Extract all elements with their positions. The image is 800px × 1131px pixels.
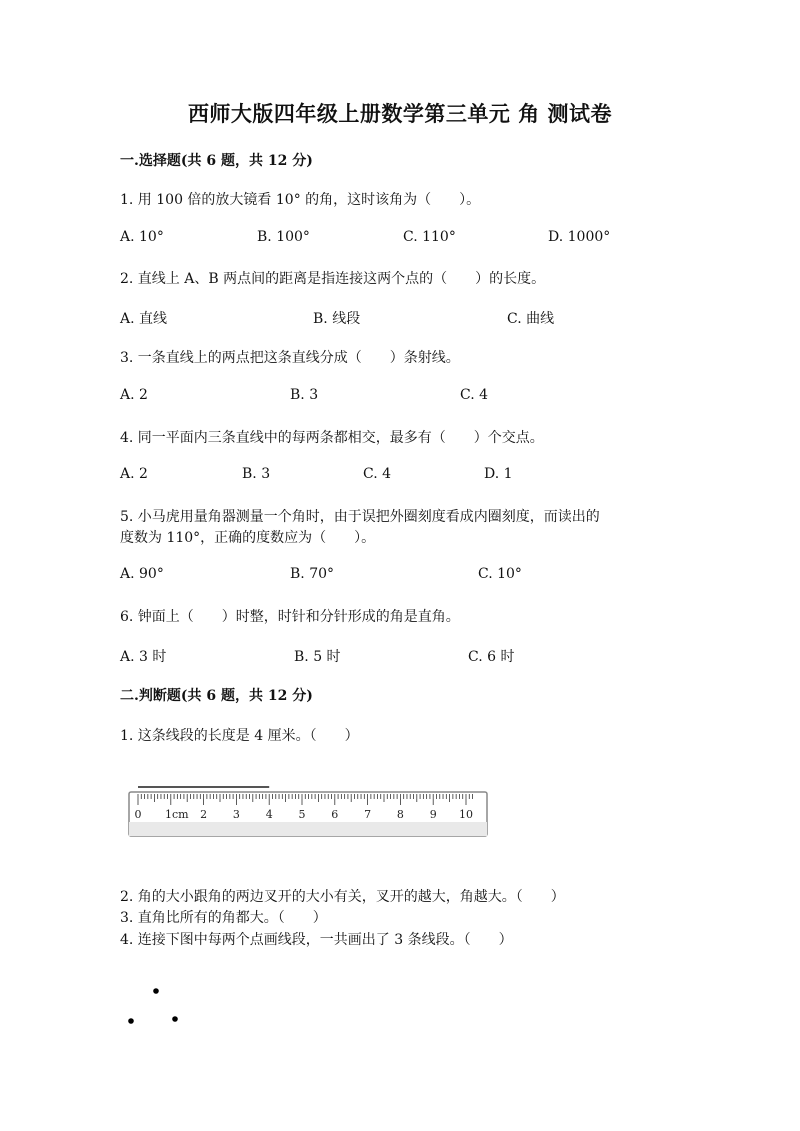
ruler-label: 9 [429, 808, 437, 821]
option-1-4-d: D. 1 [484, 466, 513, 482]
question-2-4: 4. 连接下图中每两个点画线段，一共画出了 3 条线段。（ ） [120, 932, 513, 948]
ruler-bottom-strip [129, 822, 487, 836]
option-1-1-b: B. 100° [257, 229, 310, 245]
question-2-3: 3. 直角比所有的角都大。（ ） [120, 910, 327, 926]
ruler-label: 4 [265, 808, 273, 821]
ruler-label: 5 [298, 808, 306, 821]
question-1-2: 2. 直线上 A、B 两点间的距离是指连接这两个点的（ ）的长度。 [120, 271, 546, 287]
option-1-4-b: B. 3 [242, 466, 271, 482]
option-1-5-a: A. 90° [120, 566, 164, 582]
option-1-1-c: C. 110° [403, 229, 456, 245]
option-1-3-a: A. 2 [120, 387, 148, 403]
option-1-1-a: A. 10° [120, 229, 164, 245]
option-1-2-b: B. 线段 [313, 311, 361, 327]
option-1-3-b: B. 3 [290, 387, 319, 403]
option-1-2-a: A. 直线 [120, 311, 168, 327]
ruler-label: 3 [232, 808, 240, 821]
point-top [153, 988, 159, 994]
option-1-2-c: C. 曲线 [507, 311, 555, 327]
ruler-label: 10 [459, 808, 473, 821]
section-2-heading: 二.判断题(共 6 题，共 12 分) [120, 688, 313, 704]
option-1-3-c: C. 4 [460, 387, 489, 403]
page-title: 西师大版四年级上册数学第三单元 角 测试卷 [187, 101, 613, 126]
ruler-label: 0 [134, 808, 142, 821]
question-1-5-line2: 度数为 110°，正确的度数应为（ ）。 [120, 530, 376, 546]
ruler-label: 6 [331, 808, 339, 821]
ruler-label: 8 [396, 808, 404, 821]
point-left [128, 1018, 134, 1024]
option-1-6-b: B. 5 时 [294, 649, 341, 665]
section-1-heading: 一.选择题(共 6 题，共 12 分) [120, 153, 313, 169]
ruler-icon [126, 782, 490, 842]
question-1-6: 6. 钟面上（ ）时整，时针和分针形成的角是直角。 [120, 609, 460, 625]
ruler-figure [126, 782, 490, 842]
option-1-4-c: C. 4 [363, 466, 392, 482]
point-right [172, 1016, 178, 1022]
ruler-label: 7 [364, 808, 372, 821]
question-1-3: 3. 一条直线上的两点把这条直线分成（ ）条射线。 [120, 350, 460, 366]
option-1-6-a: A. 3 时 [120, 649, 167, 665]
option-1-4-a: A. 2 [120, 466, 148, 482]
question-1-4: 4. 同一平面内三条直线中的每两条都相交，最多有（ ）个交点。 [120, 430, 544, 446]
ruler-label: 2 [200, 808, 208, 821]
question-1-5-line1: 5. 小马虎用量角器测量一个角时，由于误把外圈刻度看成内圈刻度，而读出的 [120, 509, 600, 525]
three-points-figure [120, 980, 190, 1030]
question-1-1: 1. 用 100 倍的放大镜看 10° 的角，这时该角为（ ）。 [120, 192, 481, 208]
option-1-5-c: C. 10° [478, 566, 522, 582]
points-icon [120, 980, 190, 1030]
option-1-5-b: B. 70° [290, 566, 335, 582]
option-1-1-d: D. 1000° [548, 229, 611, 245]
question-2-1: 1. 这条线段的长度是 4 厘米。（ ） [120, 728, 359, 744]
ruler-label: 1cm [165, 808, 189, 821]
question-2-2: 2. 角的大小跟角的两边叉开的大小有关，叉开的越大，角越大。（ ） [120, 889, 565, 905]
option-1-6-c: C. 6 时 [468, 649, 515, 665]
